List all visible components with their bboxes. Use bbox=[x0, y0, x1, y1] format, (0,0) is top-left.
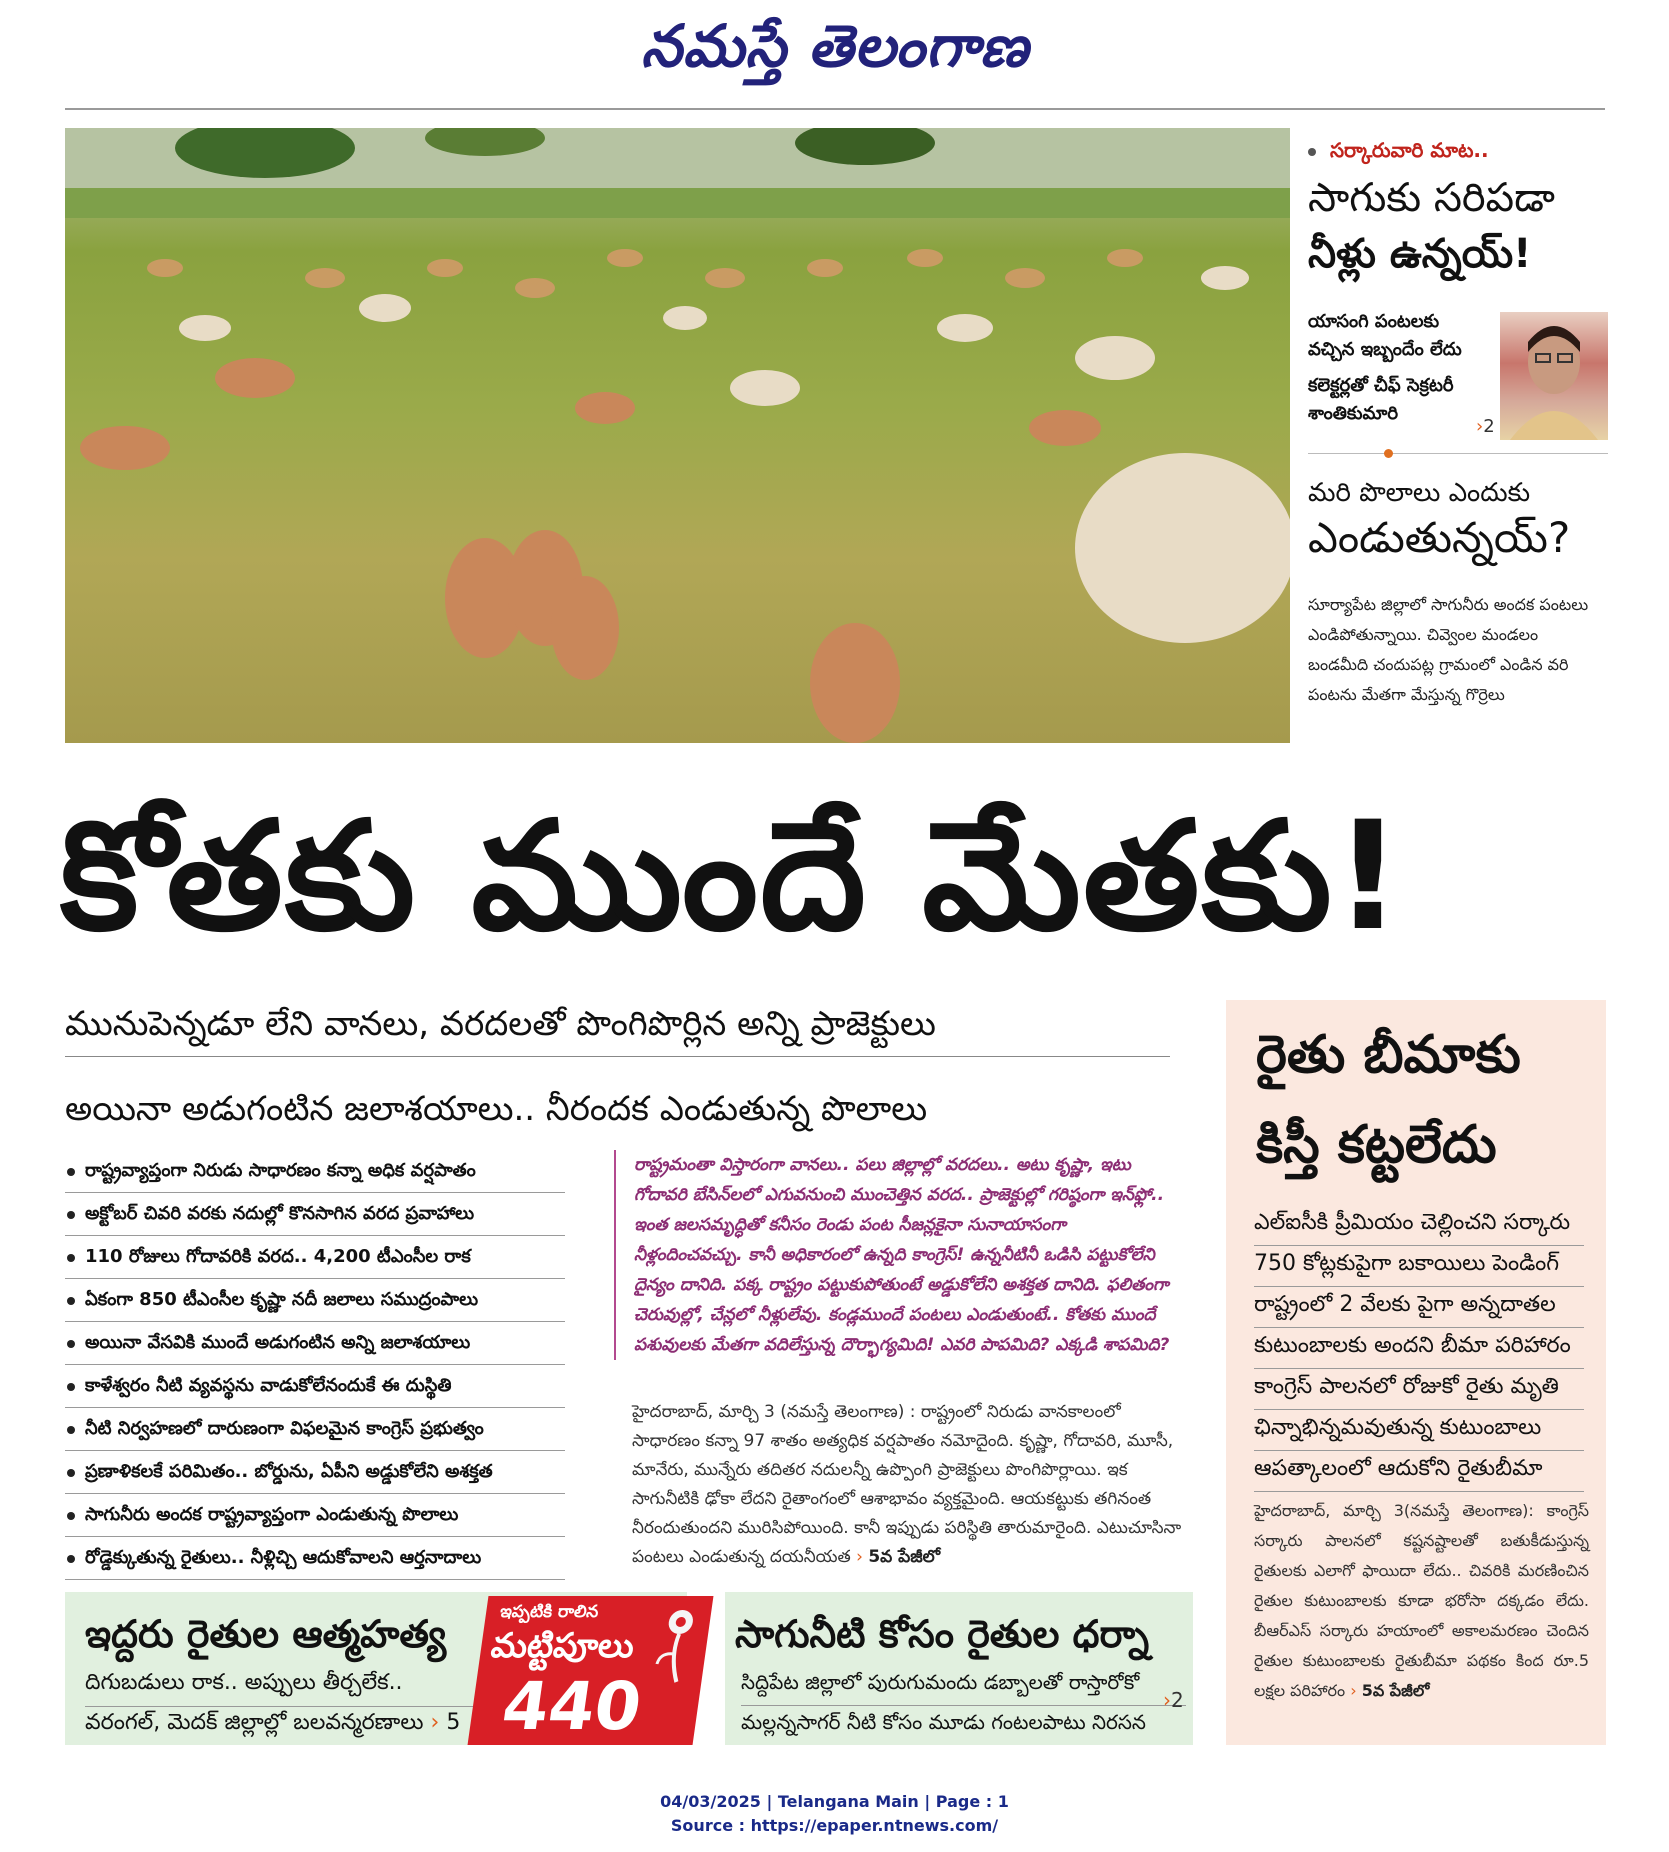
photo-caption: సూర్యాపేట జిల్లాలో సాగునీరు అందక పంటలు ఎండిపోతున్నాయి. చివ్వెంల మండలం బండమీది చందుపట్ల గ్రామంలో ఎండిన వరి పంటను మేతగా మేస్తున్న గొర్రెలు bbox=[1308, 595, 1589, 704]
highlight-item: ఎల్ఐసీకి ప్రీమియం చెల్లించని సర్కారు bbox=[1254, 1205, 1584, 1246]
sidebar-headline-line2: నీళ్లు ఉన్నయ్! bbox=[1308, 231, 1532, 277]
sidebar-kicker-text: సర్కారువారి మాట.. bbox=[1330, 138, 1489, 162]
highlight-item: రాష్ట్రంలో 2 వేలకు పైగా అన్నదాతల bbox=[1254, 1287, 1584, 1328]
sidebar-kicker bbox=[1308, 138, 1489, 167]
highlight-item: కాంగ్రెస్ పాలనలో రోజుకో రైతు మృతి bbox=[1254, 1369, 1584, 1410]
bullet-item: అక్టోబర్ చివరి వరకు నదుల్లో కొనసాగిన వరద ప్రవాహాలు bbox=[65, 1193, 565, 1236]
masthead bbox=[0, 0, 1669, 108]
death-count-number: 440 bbox=[497, 1668, 647, 1745]
bullet-item: నీటి నిర్వహణలో దారుణంగా విఫలమైన కాంగ్రెస్ ప్రభుత్వం bbox=[65, 1408, 565, 1451]
deck-line-1: మునుపెన్నడూ లేని వానలు, వరదలతో పొంగిపొర్లిన అన్ని ప్రాజెక్టులు bbox=[65, 1000, 1170, 1057]
arrow-right-icon: › bbox=[856, 1547, 869, 1567]
sidebar-page-number: 2 bbox=[1483, 416, 1495, 437]
newspaper-logo[interactable]: నమస్తే తెలంగాణ bbox=[641, 12, 1029, 80]
sidebar-divider bbox=[1308, 453, 1608, 454]
footer-edition-info: 04/03/2025 | Telangana Main | Page : 1 bbox=[660, 1792, 1009, 1811]
protest-subline-2: మల్లన్నసాగర్ నీటి కోసం మూడు గంటలపాటు నిరసన bbox=[741, 1710, 1146, 1734]
highlight-item: ఛిన్నాభిన్నమవుతున్న కుటుంబాలు bbox=[1254, 1410, 1584, 1451]
protest-subline-1: సిద్దిపేట జిల్లాలో పురుగుమందు డబ్బాలతో రాస్తారోకో bbox=[741, 1670, 1186, 1706]
bullet-item: రాష్ట్రవ్యాప్తంగా నిరుడు సాధారణం కన్నా అధిక వర్షపాతం bbox=[65, 1150, 565, 1193]
insurance-body-text: హైదరాబాద్, మార్చి 3(నమస్తే తెలంగాణ): కాంగ్రెస్ సర్కారు పాలనలో కష్టనష్టాలతో బతుకీడుస్తున్న రైతులకు ఎలాగో ఫాయిదా లేదు.. చివరికి మరణించిన రైతుల కుటుంబాలకు కూడా భరోసా దక్కడం లేదు. బీఆర్ఎస్ సర్కారు హయాంలో అకాలమరణం చెందిన రైతుల కుటుంబాలకు రైతుబీమా పథకం కింద రూ.5 లక్షల పరిహారం bbox=[1254, 1501, 1589, 1700]
insurance-headline-line2: కిస్తీ కట్టలేదు bbox=[1256, 1115, 1497, 1175]
lead-photo bbox=[65, 128, 1290, 743]
portrait-illustration bbox=[1500, 312, 1608, 440]
sidebar-subhead-2: కలెక్టర్లతో చీఫ్ సెక్రటరీ శాంతికుమారి bbox=[1308, 375, 1454, 424]
bullet-item: 110 రోజులు గోదావరికి వరద.. 4,200 టీఎంసీల రాక bbox=[65, 1236, 565, 1279]
highlight-item: 750 కోట్లకుపైగా బకాయిలు పెండింగ్ bbox=[1254, 1246, 1584, 1287]
protest-page-ref[interactable] bbox=[1163, 1688, 1184, 1712]
bullet-item: రోడ్డెక్కుతున్న రైతులు.. నీళ్లిచ్చి ఆదుకోవాలని ఆర్తనాదాలు bbox=[65, 1537, 565, 1580]
goats-grazing-illustration bbox=[65, 128, 1290, 743]
insurance-highlights bbox=[1254, 1205, 1584, 1492]
protest-story-box bbox=[725, 1592, 1193, 1745]
suicide-subline-2-text: వరంగల్, మెదక్ జిల్లాల్లో బలవన్మరణాలు bbox=[85, 1710, 424, 1735]
sidebar-headline[interactable] bbox=[1308, 170, 1608, 282]
wilted-flower-icon bbox=[646, 1606, 705, 1684]
suicide-subline-1: దిగుబడులు రాక.. అప్పులు తీర్చలేక.. bbox=[85, 1670, 525, 1707]
highlight-item: ఆపత్కాలంలో ఆదుకోని రైతుబీమా bbox=[1254, 1451, 1584, 1492]
dot-icon bbox=[1308, 148, 1316, 156]
bullet-item: ఏకంగా 850 టీఎంసీల కృష్ణా నదీ జలాలు సముద్రంపాలు bbox=[65, 1279, 565, 1322]
insurance-body bbox=[1254, 1496, 1589, 1706]
dot-icon bbox=[1384, 449, 1393, 458]
story-intro-text: రాష్ట్రమంతా విస్తారంగా వానలు.. పలు జిల్లాల్లో వరదలు.. అటు కృష్ణా, ఇటు గోదావరి బేసిన్‌లలో ఎగువనుంచి ముంచెత్తిన వరద.. ప్రాజెక్టుల్లో గరిష్ఠంగా ఇన్‌ఫ్లో.. ఇంత జలసమృద్ధితో కనీసం రెండు పంట సీజన్లకైనా సునాయాసంగా నీళ్లందించవచ్చు. కానీ అధికారంలో ఉన్నది కాంగ్రెస్! ఉన్ననీటినీ ఒడిసి పట్టుకోలేని దైన్యం దానిది. పక్క రాష్ట్రం పట్టుకుపోతుంటే అడ్డుకోలేని అశక్తత దానిది. ఫలితంగా చెరువుల్లో, చేన్లలో నీళ్లులేవు. కండ్లముందే పంటలు ఎండుతుంటే.. కోతకు ముందే పశువులకు మేతగా వదిలేస్తున్న దౌర్భాగ్యమిది! ఎవరి పాపమిది? ఎక్కడి శాపమిది? bbox=[634, 1155, 1170, 1355]
bullet-item: సాగునీరు అందక రాష్ట్రవ్యాప్తంగా ఎండుతున్న పొలాలు bbox=[65, 1494, 565, 1537]
protest-headline[interactable]: సాగునీటి కోసం రైతుల ధర్నా bbox=[735, 1612, 1149, 1656]
insurance-story-box bbox=[1226, 1000, 1606, 1745]
suicide-page-ref[interactable]: 5 bbox=[446, 1710, 461, 1735]
footer-source-link[interactable]: Source : https://epaper.ntnews.com/ bbox=[670, 1816, 999, 1835]
page-footer bbox=[0, 1790, 1669, 1838]
main-headline[interactable]: కోతకు ముందే మేతకు! bbox=[60, 790, 1405, 964]
arrow-right-icon: › bbox=[1476, 416, 1484, 437]
sidebar-question-line1: మరి పొలాలు ఎందుకు bbox=[1308, 478, 1531, 508]
insurance-headline-line1: రైతు బీమాకు bbox=[1256, 1025, 1521, 1085]
arrow-right-icon: › bbox=[1163, 1688, 1171, 1712]
bullet-item: కాళేశ్వరం నీటి వ్యవస్థను వాడుకోలేనందుకే ఈ దుస్థితి bbox=[65, 1365, 565, 1408]
sidebar-subhead-1: యాసంగి పంటలకు వచ్చిన ఇబ్బందేం లేదు bbox=[1308, 311, 1462, 360]
protest-page-number: 2 bbox=[1171, 1688, 1184, 1712]
arrow-right-icon: › bbox=[1350, 1681, 1362, 1700]
sidebar-question-line2[interactable]: ఎండుతున్నయ్? bbox=[1308, 513, 1571, 562]
bullet-list bbox=[65, 1150, 565, 1580]
continued-link[interactable]: 5వ పేజీలో bbox=[868, 1547, 941, 1567]
death-count-label: మట్టిపూలు bbox=[488, 1626, 637, 1666]
bullet-item: ప్రణాళికలకే పరిమితం.. బోర్డును, ఏపీని అడ్డుకోలేని అశక్తత bbox=[65, 1451, 565, 1494]
continued-link[interactable]: 5వ పేజీలో bbox=[1361, 1681, 1430, 1700]
bullet-item: అయినా వేసవికి ముందే అడుగంటిన అన్ని జలాశయాలు bbox=[65, 1322, 565, 1365]
official-portrait-photo bbox=[1500, 312, 1608, 440]
story-body-text: హైదరాబాద్, మార్చి 3 (నమస్తే తెలంగాణ) : రాష్ట్రంలో నిరుడు వానకాలంలో సాధారణం కన్నా 97 శాతం అత్యధిక వర్షపాతం నమోదైంది. కృష్ణా, గోదావరి, మూసీ, మానేరు, మున్నేరు తదితర నదులన్నీ ఉప్పొంగి ప్రాజెక్టులు పొంగిపొర్లాయి. ఇక సాగునీటికి ఢోకా లేదని రైతాంగంలో ఆశాభావం వ్యక్తమైంది. ఆయకట్టుకు తగినంత నీరందుతుందని మురిసిపోయింది. కానీ ఇప్పుడు పరిస్థితి తారుమారైంది. ఎటుచూసినా పంటలు ఎండుతున్న దయనీయత bbox=[632, 1402, 1182, 1567]
arrow-right-icon: › bbox=[430, 1710, 440, 1735]
story-body bbox=[632, 1398, 1182, 1572]
sidebar-story bbox=[1308, 128, 1608, 743]
masthead-divider bbox=[65, 108, 1605, 110]
death-count-box bbox=[468, 1596, 714, 1745]
suicide-headline[interactable]: ఇద్దరు రైతుల ఆత్మహత్య bbox=[85, 1612, 447, 1656]
highlight-item: కుటుంబాలకు అందని బీమా పరిహారం bbox=[1254, 1328, 1584, 1369]
death-count-kicker: ఇప్పటికి రాలిన bbox=[498, 1602, 600, 1622]
deck-line-2: అయినా అడుగంటిన జలాశయాలు.. నీరందక ఎండుతున్న పొలాలు bbox=[65, 1089, 928, 1129]
suicide-subline-2 bbox=[85, 1710, 460, 1740]
sidebar-page-ref[interactable] bbox=[1476, 416, 1495, 437]
sidebar-headline-line1: సాగుకు సరిపడా bbox=[1308, 175, 1555, 221]
insurance-headline[interactable] bbox=[1256, 1010, 1586, 1190]
story-intro bbox=[614, 1150, 1174, 1360]
